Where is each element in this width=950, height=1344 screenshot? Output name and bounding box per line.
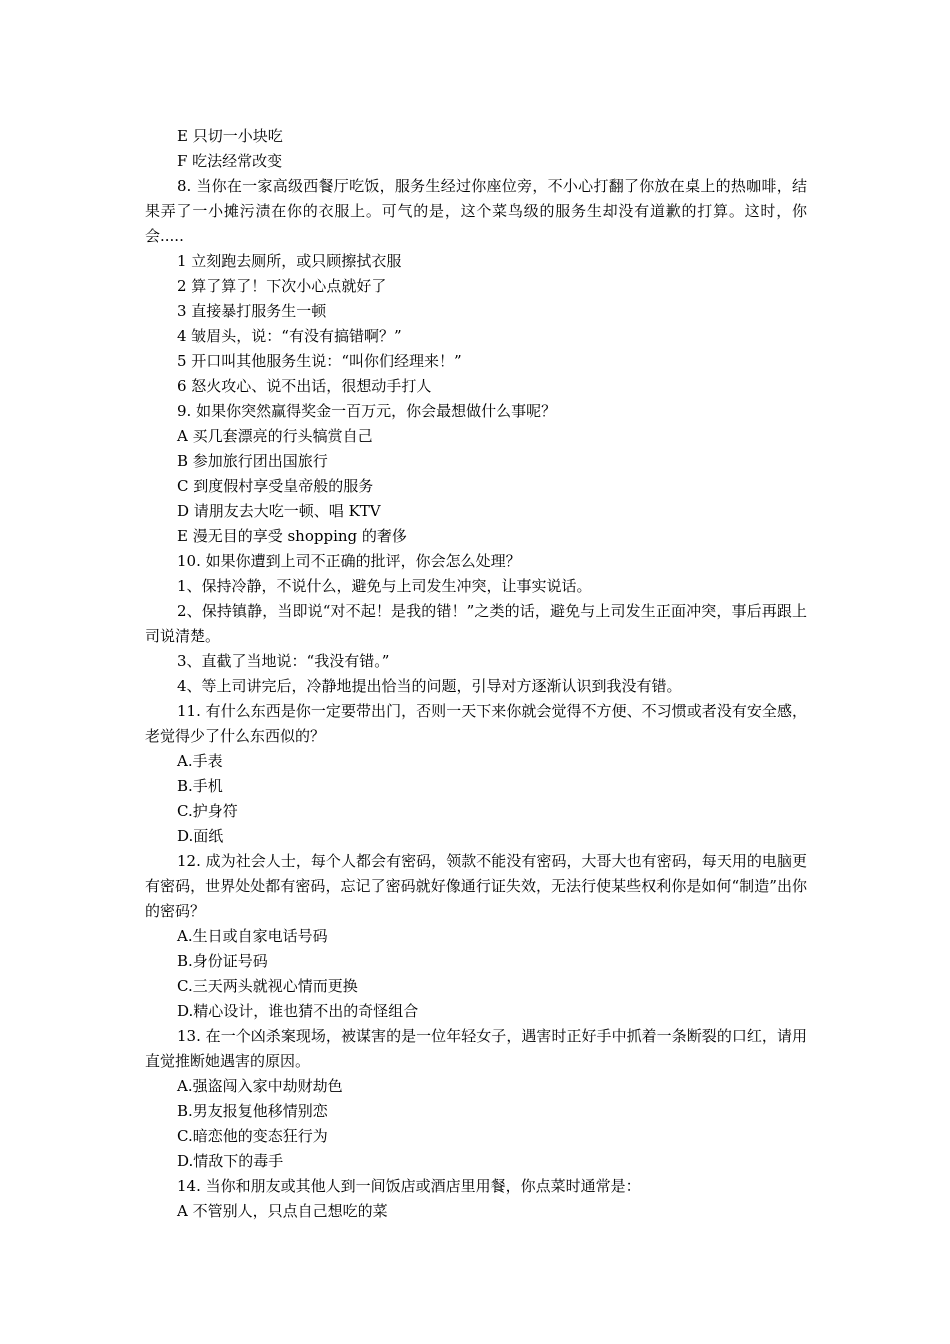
option-line: C.三天两头就视心情而更换 (177, 977, 358, 995)
option-line: B.手机 (177, 777, 223, 795)
option-paragraph: 2、保持镇静，当即说“对不起！是我的错！”之类的话，避免与上司发生正面冲突，事后再跟上司说清楚。 (145, 602, 807, 645)
option-line: D.面纸 (177, 827, 224, 845)
option-line: B.男友报复他移情别恋 (177, 1102, 328, 1120)
option-line: 5 开口叫其他服务生说：“叫你们经理来！” (177, 352, 462, 370)
option-line: C.护身符 (177, 802, 238, 820)
question-11: 11. 有什么东西是你一定要带出门，否则一天下来你就会觉得不方便、不习惯或者没有安全感，老觉得少了什么东西似的？ (145, 702, 807, 745)
option-line: A 不管别人，只点自己想吃的菜 (177, 1202, 388, 1220)
option-line: D.情敌下的毒手 (177, 1152, 284, 1170)
option-line: 3、直截了当地说：“我没有错。” (177, 652, 390, 670)
option-line: 4、等上司讲完后，冷静地提出恰当的问题，引导对方逐渐认识到我没有错。 (177, 677, 682, 695)
question-9: 9. 如果你突然赢得奖金一百万元，你会最想做什么事呢？ (177, 402, 557, 420)
option-line: F 吃法经常改变 (177, 152, 283, 170)
question-14: 14. 当你和朋友或其他人到一间饭店或酒店里用餐，你点菜时通常是： (177, 1177, 641, 1195)
option-line: 6 怒火攻心、说不出话，很想动手打人 (177, 377, 432, 395)
option-line: D.精心设计，谁也猜不出的奇怪组合 (177, 1002, 419, 1020)
question-10: 10. 如果你遭到上司不正确的批评，你会怎么处理？ (177, 552, 521, 570)
option-line: B.身份证号码 (177, 952, 268, 970)
option-line: 3 直接暴打服务生一顿 (177, 302, 327, 320)
option-line: E 只切一小块吃 (177, 127, 283, 145)
option-line: C.暗恋他的变态狂行为 (177, 1127, 328, 1145)
question-13: 13. 在一个凶杀案现场，被谋害的是一位年轻女子，遇害时正好手中抓着一条断裂的口红，请用直觉推断她遇害的原因。 (145, 1027, 807, 1070)
option-line: A.手表 (177, 752, 223, 770)
option-line: A 买几套漂亮的行头犒赏自己 (177, 427, 373, 445)
option-line: C 到度假村享受皇帝般的服务 (177, 477, 374, 495)
option-line: B 参加旅行团出国旅行 (177, 452, 328, 470)
option-line: 4 皱眉头，说：“有没有搞错啊？” (177, 327, 402, 345)
option-line: 1、保持冷静，不说什么，避免与上司发生冲突，让事实说话。 (177, 577, 592, 595)
option-line: 1 立刻跑去厕所，或只顾擦拭衣服 (177, 252, 402, 270)
document-body (145, 124, 807, 1224)
option-line: 2 算了算了！下次小心点就好了 (177, 277, 387, 295)
option-line: D 请朋友去大吃一顿、唱 KTV (177, 502, 381, 520)
option-line: A.强盗闯入家中劫财劫色 (177, 1077, 343, 1095)
question-12: 12. 成为社会人士，每个人都会有密码，领款不能没有密码，大哥大也有密码，每天用的电脑更有密码，世界处处都有密码，忘记了密码就好像通行证失效，无法行使某些权利你是如何“制造”出你的密码？ (145, 852, 807, 920)
question-8: 8. 当你在一家高级西餐厅吃饭，服务生经过你座位旁，不小心打翻了你放在桌上的热咖啡，结果弄了一小摊污渍在你的衣服上。可气的是，这个菜鸟级的服务生却没有道歉的打算。这时，你会..... (145, 177, 807, 245)
option-line: A.生日或自家电话号码 (177, 927, 328, 945)
option-line: E 漫无目的享受 shopping 的奢侈 (177, 527, 407, 545)
